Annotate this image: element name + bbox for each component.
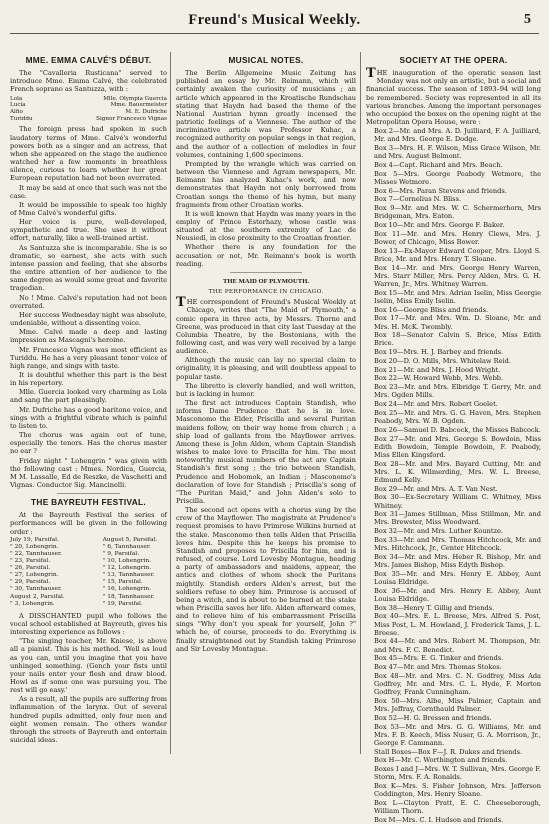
drop-cap: T: [176, 295, 186, 311]
box-entry: Box 50—Mrs. Albe, Miss Palmer, Captain and Mrs. Jeffray, Cornthauld Palmer.: [374, 696, 541, 714]
column-right: [366, 55, 541, 824]
paragraph: The foreign press had spoken in such laudatory terms of Mme. Calvé's wonderful powers both as a singer and an actress, that when she appeared on the stage the audience watched her a few moments in breathless silence, curious to learn whether her great European reputation had not been overrated.: [10, 125, 167, 183]
festival-date-left: " 3, Lohengrin.: [10, 600, 55, 607]
paragraph: Her voice is pure, well-developed, sympathetic and true. She uses it without effort, naturally, like a well-trained artist.: [10, 218, 167, 243]
section-divider: [230, 272, 302, 273]
box-entry: Box 30—Ex-Secretary William C. Whitney, Miss Whitney.: [374, 493, 541, 510]
section-divider: [57, 493, 120, 494]
festival-date-right: " 19, Parsifal.: [102, 600, 143, 607]
paragraph: Mlle. Guercia looked very charming as Lola and sang the part pleasingly.: [10, 388, 167, 405]
box-entry: Box 28—Mr. and Mrs. Bayard Cutting, Mr. and Mrs. L. K. Wilmerding, Mrs. W. L. Breese, Edmund Kelly.: [374, 459, 541, 484]
festival-date-left: August 2, Parsifal.: [10, 593, 65, 600]
paragraph: Mr. Dufriche has a good baritone voice, and sings with a frightful vibrate which is painful to listen to.: [10, 405, 167, 430]
box-entry: Box 11—Mr. and Mrs. Henry Clews, Mrs. J. Bower, of Chicago, Miss Bower.: [374, 229, 541, 247]
paragraph: Mr. Francesco Vignas was most efficient as Turiddu. He has a very pleasant tenor voice of high range, and sings with taste.: [10, 345, 167, 370]
box-entry: Boxes I and J—Mrs. W. T. Sullivan, Mrs. George F. Storm, Mrs. F. A. Ronalds.: [374, 765, 541, 782]
festival-row: [10, 594, 167, 601]
box-entry: Box M—Mrs. C. I. Hudson and friends.: [374, 815, 504, 824]
paragraph: The Berlin Allgemeine Music Zeitung has published an essay by Mr. Reimann, which will certainly awaken the curiosity of musicians ; an article which appeared in the Kroatische Rundschau stating that Haydn had based the theme of the National Austrian hymn greatly incensed the patriotic feelings of a Viennese. The author of the incriminative article was Professor Kuhac, a recognized authority on popular songs in that region, and the author of a collection of melodies in four volumes, containing 1,600 specimens.: [176, 69, 356, 159]
box-entry: Box 52—H. G. Bressen and friends.: [374, 713, 492, 722]
festival-date-left: " 26, Parsifal.: [10, 565, 51, 572]
column-divider: [360, 52, 361, 754]
box-entry: Box 7—Cornelius N. Bliss.: [374, 195, 462, 204]
column-left: [10, 56, 167, 756]
cast-line: [10, 96, 167, 103]
cast-line: [10, 102, 167, 109]
festival-row: [10, 544, 167, 551]
box-entry: Box 48—Mr. and Mrs. C. N. Godfrey, Miss Ada Godfrey, Mr. and Mrs. C. L. Hyde, F. Morton Godfrey, Frank Cunningham.: [374, 671, 541, 697]
box-entry: Box 27—Mr. and Mrs. George S. Bowdoin, Miss Edith Bowdoin, Temple Bowdoin, F. Peabody, Miss Ellen Kingsford.: [374, 434, 541, 459]
paragraph: It would be impossible to speak too highly of Mme Calvé's wonderful gifts.: [10, 200, 167, 217]
paragraph: [366, 66, 541, 127]
paragraph: Mme. Calvé made a deep and lasting impression as Mascagni's heroine.: [10, 328, 167, 345]
paragraph: The chorus was again out of tune, especially the tenors. Has the chorus master no ear ?: [10, 431, 167, 456]
festival-date-right: " 18, Tannhauser.: [102, 593, 155, 600]
section-heading-musical-notes: MUSICAL NOTES.: [228, 55, 304, 65]
cast-role: Alfio: [10, 109, 23, 116]
paragraph: At the Bayreuth Festival the series of performances will be given in the following order :: [10, 511, 167, 536]
festival-date-right: " 9, Parsifal.: [102, 550, 140, 557]
cast-line: [10, 116, 167, 123]
box-entry: Box 40—Mrs. E. L. Breese, Mrs. Alfred S. Post, Miss Post, L. M. Howland, J. Frederick Tams, J. L. Breese.: [374, 612, 541, 637]
paragraph: Although the music can lay no special claim to originality, it is pleasing, and will doubtless appeal to popular taste.: [176, 356, 356, 381]
box-entry: Box 9—Mr. and Mrs. W. C. Schermerhorn, Mrs Bridgeman, Mrs. Eaton.: [374, 204, 541, 221]
box-entry: Box 6—Mrs. Paran Stevens and friends.: [374, 186, 507, 195]
festival-row: [10, 558, 167, 565]
box-entry: Box 19—Mrs. H. J. Barbey and friends.: [374, 348, 504, 357]
box-entry: Box 35—Mr. and Mrs. Henry E. Abbey, Aunt Louisa Eldridge.: [374, 569, 541, 586]
paragraph: The libretto is cleverly handled, and well written, but is lacking in humor.: [176, 381, 356, 398]
cast-actor: M. E. Dufriche: [125, 109, 167, 116]
paragraph-text: HE inauguration of the operatic season last Monday was not only an artistic, but a social and financial success. The season of 1893–94 will long be remembered. Society was represented in all its various branches. Among the important personages who occupied the boxes on the opening night at the Metropolitan Opera House, were :: [366, 69, 541, 127]
festival-date-left: July 19, Parsifal.: [10, 536, 59, 543]
paragraph: The first act introduces Captain Standish, who informs Dame Prudence that he is in love. Masconomo the Elder, Priscilla and several Puritan maidens follow, on their way home from church ; a ship load of gallants from the Mayflower arrives. Among these is John Alden, whom Captain Standish wishes to make love to Priscilla for him. The most noteworthy musical numbers of the act are Captain Standish's first song ; the trio between Standish, Prudence and Hobomok, an Indian ; Masconomo's declaration of love for Standish ; Priscilla's song of "The Puritan Maid," and John Alden's solo to Priscilla.: [176, 399, 356, 505]
paragraph-text: HE correspondent of Freund's Musical Weekly at Chicago, writes that "The Maid of Plymouth," a comic opera in three acts, by Messrs. Thorne and Greene, was produced in that city last Tuesday at the Columbia Theatre, by the Bostonians, with the following cast, and was very well received by a large audience.: [176, 298, 356, 356]
page-title: Freund's Musical Weekly.: [188, 12, 361, 28]
festival-row: [10, 586, 167, 593]
festival-date-left: " 23, Parsifal.: [10, 558, 51, 565]
festival-date-right: " 15, Parsifal.: [102, 579, 143, 586]
paragraph: Prompted by the wrangle which was carried on between the Viennese and Agram newspapers, Mr. Reimann has analyzed Kuhac's work, and now demonstrates that Haydn not only borrowed from Croatian songs the theme of his hymn, but many fragments from other Croatian works.: [176, 159, 356, 209]
box-entry: Box 15—Mr. and Mrs. Adrian Iselin, Miss Georgie Iselin, Miss Emily Iselin.: [374, 288, 541, 305]
cast-role: Lola: [10, 95, 23, 102]
section-heading-bayreuth: THE BAYREUTH FESTIVAL.: [31, 497, 146, 508]
paragraph: [176, 295, 356, 356]
paragraph: It is well known that Haydn was many years in the employ of Prince Esterhazy, whose castle was situated at the southern extremity of Lac de Neusiedl, in close proximity to the Croatian frontier.: [176, 209, 356, 243]
box-entry: Box 38—Henry T. Gillig and friends.: [374, 603, 495, 612]
festival-row: [10, 551, 167, 558]
cast-actor: Mlle. Olympia Guercia: [103, 95, 167, 102]
box-entry: Box 44—Mr. and Mrs. Robert M. Thompson, Mr. and Mrs. F. C. Benedict.: [374, 637, 541, 654]
box-entry: Box 13—Ex-Mayor Edward Cooper, Mrs. Lloyd S. Brice, Mr. and Mrs. Henry T. Sloane.: [374, 246, 541, 263]
paragraph: A DISSCHANTED pupil who follows the vocal school established at Bayreuth, gives his interesting experience as follows :: [10, 611, 167, 637]
cast-role: Turiddu: [10, 115, 33, 122]
festival-row: [10, 579, 167, 586]
cast-list: [10, 96, 167, 123]
festival-date-right: " 13, Tannhauser.: [102, 572, 155, 579]
section-heading-plymouth: THE MAID OF PLYMOUTH.: [223, 277, 309, 285]
box-entry: Box 34—Mr. and Mrs. Heber R. Bishop, Mr. and Mrs. James Bishop, Miss Edyth Bishop.: [374, 552, 541, 570]
festival-date-right: " 12, Lohengrin.: [102, 565, 152, 572]
festival-date-left: " 22, Tannhauser.: [10, 550, 63, 557]
box-entry: Box 21—Mr. and Mrs. J. Hood Wright.: [374, 365, 501, 374]
festival-row: [10, 572, 167, 579]
festival-row: [10, 565, 167, 572]
box-entry: Box K—Mrs. S. Fisher Johnson, Mrs. Jefferson Coddington, Mrs. Henry Sloane.: [374, 782, 541, 799]
box-entry: Box H—Mr. C. Worthington and friends.: [374, 756, 508, 765]
box-entry: Box 20—D. O. Mills, Mrs. Whitelaw Reid.: [374, 356, 511, 365]
sub-heading-chicago: THE PERFORMANCE IN CHICAGO.: [208, 289, 324, 296]
festival-date-right: August 5, Parsifal.: [102, 536, 158, 543]
festival-row: [10, 537, 167, 544]
section-heading-calve: MME. EMMA CALVÉ'S DÉBUT.: [25, 55, 152, 65]
header-rule: [10, 33, 539, 34]
festival-row: [10, 601, 167, 608]
paragraph: The second act opens with a chorus sung by the crew of the Mayflower. The magistrate at Prudence's request promises to have Primrose Wilkins burned at the stake. Masconomo then tells Alden that Priscilla loves him. Despite this he keeps his promise to Standish and proposes to Priscilla for him, and is refused, of course. Lord Lovesby Montague, heading a party of ambassadors and maidens, appear, the antics and clothes of whom shock the Puritans mightily. Standish orders Alden's arrest, but the soldiers refuse to obey him. Primrose is accused of being a witch, and is about to be burned at the stake when Priscilla saves her life. Alden afterward comes, and to relieve him of his embarrassment Priscilla sings "Why don't you speak for yourself, John ?" which he, of course, proceeds to do. Everything is finally straightened out by Standish taking Primrose and Sir Lovesby Montague.: [176, 506, 356, 653]
box-entry: Box 26—Samuel D. Babcock, the Misses Babcock.: [374, 425, 541, 434]
box-entry: Box 22—W. Howard Webb, Mrs. Webb.: [374, 374, 504, 383]
page-header: [0, 10, 549, 32]
box-entry: Box 2—Mr. and Mrs. A. D. Juilliard, F. A. Juilliard, Mr. and Mrs. George E. Dodge.: [374, 127, 541, 144]
box-entry: Box 36—Mr. and Mrs. Henry E. Abbey, Aunt Louisa Eldridge.: [374, 586, 541, 603]
box-list: [366, 127, 541, 824]
box-entry: Box 16—George Bliss and friends.: [374, 305, 489, 314]
column-middle: [176, 56, 356, 756]
box-entry: Box 25—Mr. and Mrs. G. G. Haven, Mrs. Stephen Peabody, Mrs. W. B. Ogden.: [374, 408, 541, 426]
cast-actor: Mme. Bauermeister: [110, 102, 167, 109]
section-heading-society: SOCIETY AT THE OPERA.: [399, 55, 508, 65]
box-entry: Box 4—Capt. Richard and Mrs. Beach.: [374, 161, 503, 170]
box-entry: Box 24—Mr. and Mrs. Robert Goelet.: [374, 400, 498, 409]
cast-role: Lucia: [10, 102, 26, 109]
festival-date-left: " 29, Parsifal.: [10, 579, 51, 586]
paragraph: It is doubtful whether this part is the best in his repertory.: [10, 370, 167, 388]
festival-date-left: " 30, Tannhauser.: [10, 586, 63, 593]
box-entry: Box 18—Senator Calvin S. Brice, Miss Edith Brice.: [374, 331, 541, 348]
paragraph: Friday night " Lohengrin " was given with the following cast : Mmes. Nordica, Guercia, M M. Lassalle, Ed de Reszke, de Vaschetti and Vignas. Conductor Sig. Mancinelli.: [10, 456, 167, 489]
box-entry: Box 23—Mr. and Mrs. Elbridge T. Gerry, Mr. and Mrs. Ogden Mills.: [374, 383, 541, 400]
cast-actor: Signor Francesco Vignas: [96, 115, 167, 122]
paragraph: Her success Wednesday night was absolute, undeniable, without a dissenting voice.: [10, 310, 167, 328]
festival-date-right: " 6, Tannhauser.: [102, 543, 151, 550]
paragraph: As Santuzza she is incomparable. She is so dramatic, so earnest, she acts with such intense passion and feeling, that she absorbs the entire attention of her audience to the same degree as would some great and favorite tragedian.: [10, 243, 167, 293]
box-entry: Box L—Clayton Pratt, E. C. Cheeseborough, William Thorn.: [374, 798, 541, 816]
box-entry: Box 3—Mrs. H. F. Wilson, Miss Grace Wilson, Mr. and Mrs. August Belmont.: [374, 144, 541, 161]
paragraph: The "Cavalleria Rusticana" served to introduce Mme. Emma Calvé, the celebrated French soprano as Santuzza, with :: [10, 69, 167, 94]
cast-line: [10, 109, 167, 116]
box-entry: Box 5—Mrs. George Peabody Wetmore, the Misses Wetmore.: [374, 169, 541, 186]
paragraph: It may be said at once that such was not the case.: [10, 183, 167, 200]
box-entry: Box 32—Mr. and Mrs. Luther Kountze.: [374, 527, 503, 536]
box-entry: Box 31—James Stillman, Miss Stillman, Mr. and Mrs. Brewster, Miss Woodward.: [374, 510, 541, 527]
festival-date-left: " 20, Lohengrin.: [10, 543, 59, 550]
box-entry: Box 14—Mr. and Mrs. George Henry Warren, Mrs. Starr Miller, Mrs. Percy Alden, Mrs. G. H. Warren, Jr., Mrs. Whitney Warren.: [374, 263, 541, 288]
box-entry: Box 47—Mr. and Mrs. Thomas Stokes.: [374, 663, 502, 672]
box-entry: Box 17—Mr. and Mrs. Wm. D. Sloane, Mr. and Mrs. H. McK. Twombly.: [374, 314, 541, 331]
box-entry: Box 29—Mr. and Mrs. A. T. Van Nest.: [374, 484, 498, 493]
box-entry: Box 45—Mrs. E. G. Tinker and friends.: [374, 654, 504, 663]
festival-date-right: " 16, Lohengrin.: [102, 586, 152, 593]
box-entry: Box 53—Mr. and Mrs. G. G. Williams, Mr. and Mrs. F. B. Keech, Miss Nuser, G. A. Morrison, Jr., George F. Cammann.: [374, 722, 541, 747]
festival-schedule: [10, 537, 167, 608]
page-number: 5: [524, 12, 531, 27]
box-entry: Stall Boxes—Box F—J. R. Dukes and friends.: [374, 747, 523, 756]
box-entry: Box 10—Mr. and Mrs. George F. Baker.: [374, 221, 505, 230]
paragraph: "The singing teacher, Mr. Kniese, is above all a pianist. This is his method. 'Well as loud as you can, until you imagine that you have unhinged something. (Gench your fists until your nails enter your flesh and draw blood. Howl as if some one was pursuing you. The rest will go easy.': [10, 637, 167, 695]
paragraph: As a result, all the pupils are suffering from inflammation of the larynx. Out of several hundred pupils admitted, only four men and eight women remain. The others wander through the streets of Bayreuth and entertain suicidal ideas.: [10, 695, 167, 745]
column-divider: [170, 52, 171, 754]
paragraph: No ! Mme. Calvé's reputation had not been overrated.: [10, 293, 167, 310]
box-entry: Box 33—Mr. and Mrs. Thomas Hitchcock, Mr. and Mrs. Hitchcock, Jr., Center Hitchcock.: [374, 535, 541, 553]
drop-cap: T: [366, 66, 376, 82]
paragraph: Whether there is any foundation for the accusation or not, Mr. Reimann's book is worth reading.: [176, 243, 356, 268]
festival-date-left: " 27, Lohengrin.: [10, 572, 59, 579]
festival-date-right: " 10, Lohengrin.: [102, 558, 152, 565]
